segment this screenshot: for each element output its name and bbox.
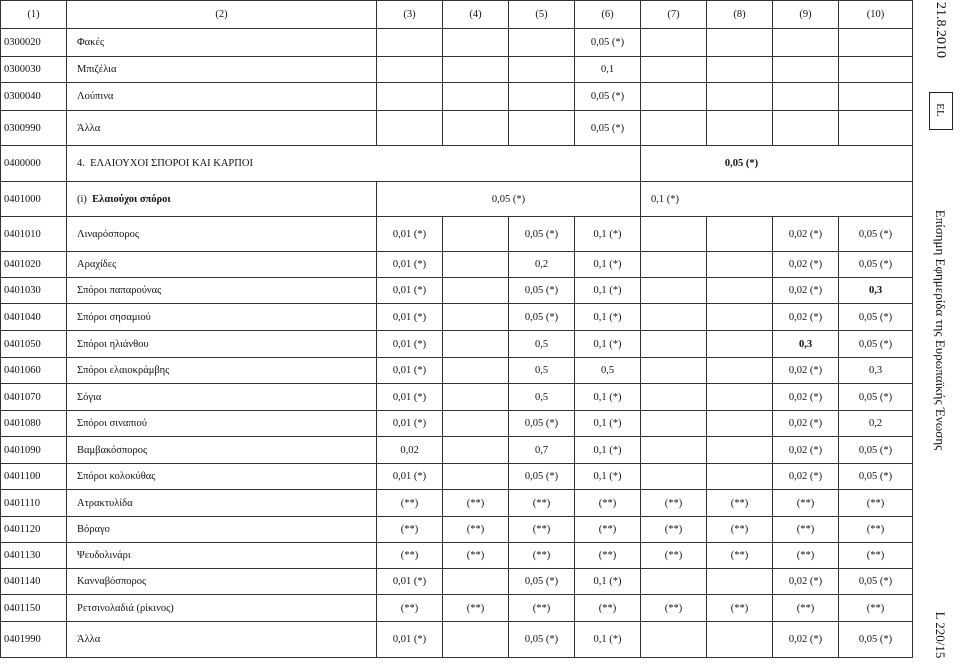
mrl-value <box>509 29 575 57</box>
mrl-value: (**) <box>377 595 443 622</box>
mrl-value <box>377 83 443 111</box>
product-code: 0300020 <box>1 29 67 57</box>
table-row <box>1 384 913 411</box>
mrl-value <box>707 331 773 358</box>
mrl-value: 0,1 <box>575 57 641 83</box>
table-row <box>1 437 913 464</box>
product-code: 0401070 <box>1 384 67 411</box>
table-row <box>1 217 913 252</box>
mrl-value <box>641 304 707 331</box>
mrl-value <box>641 278 707 304</box>
mrl-value: 0,01 (*) <box>377 384 443 411</box>
table-row <box>1 57 913 83</box>
mrl-value <box>509 83 575 111</box>
mrl-value: 0,01 (*) <box>377 622 443 658</box>
mrl-value: 0,1 (*) <box>575 437 641 464</box>
product-code: 0401100 <box>1 464 67 490</box>
product-code: 0401080 <box>1 411 67 437</box>
mrl-value <box>641 217 707 252</box>
mrl-value <box>707 622 773 658</box>
mrl-value: 0,02 (*) <box>773 278 839 304</box>
mrl-value: (**) <box>641 517 707 543</box>
mrl-value <box>641 57 707 83</box>
mrl-value: 0,05 (*) <box>839 622 913 658</box>
mrl-value: 0,1 (*) <box>575 569 641 595</box>
column-header: (1) <box>1 1 67 29</box>
product-name: Σπόροι σιναπιού <box>67 411 377 437</box>
mrl-value: 0,01 (*) <box>377 569 443 595</box>
mrl-value <box>443 411 509 437</box>
product-name: Άλλα <box>67 111 377 146</box>
product-name: Σπόροι ηλιάνθου <box>67 331 377 358</box>
mrl-value <box>707 252 773 278</box>
product-code: 0401020 <box>1 252 67 278</box>
mrl-value <box>641 569 707 595</box>
table-row <box>1 595 913 622</box>
mrl-value: (**) <box>707 517 773 543</box>
mrl-value: (**) <box>575 517 641 543</box>
table-row <box>1 490 913 517</box>
column-header: (5) <box>509 1 575 29</box>
mrl-value: (**) <box>641 490 707 517</box>
mrl-value: (**) <box>575 543 641 569</box>
product-name: Βαμβακόσπορος <box>67 437 377 464</box>
table-row <box>1 252 913 278</box>
mrl-value: (**) <box>839 595 913 622</box>
section-title: ΕΛΑΙΟΥΧΟΙ ΣΠΟΡΟΙ ΚΑΙ ΚΑΡΠΟΙ <box>90 158 253 169</box>
table-row <box>1 517 913 543</box>
product-name: Άλλα <box>67 622 377 658</box>
group-value-left: 0,05 (*) <box>377 182 641 217</box>
table-row <box>1 543 913 569</box>
product-code: 0300990 <box>1 111 67 146</box>
mrl-value: 0,05 (*) <box>839 331 913 358</box>
mrl-value <box>707 437 773 464</box>
product-code: 0401030 <box>1 278 67 304</box>
mrl-value: (**) <box>509 543 575 569</box>
mrl-value: 0,3 <box>839 358 913 384</box>
mrl-value: (**) <box>839 517 913 543</box>
mrl-value <box>443 331 509 358</box>
mrl-value: (**) <box>443 595 509 622</box>
mrl-value: 0,02 (*) <box>773 252 839 278</box>
mrl-value <box>707 411 773 437</box>
mrl-value: (**) <box>443 543 509 569</box>
mrl-value: 0,1 (*) <box>575 384 641 411</box>
mrl-value: 0,1 (*) <box>575 464 641 490</box>
product-name: Βόραγο <box>67 517 377 543</box>
mrl-value <box>773 57 839 83</box>
product-code: 0400000 <box>1 146 67 182</box>
group-name <box>67 182 377 217</box>
mrl-value: 0,01 (*) <box>377 217 443 252</box>
section-name <box>67 146 641 182</box>
mrl-value <box>707 278 773 304</box>
table-row <box>1 146 913 182</box>
mrl-value <box>509 111 575 146</box>
product-code: 0401050 <box>1 331 67 358</box>
mrl-value: 0,3 <box>773 331 839 358</box>
mrl-value <box>707 29 773 57</box>
mrl-value: (**) <box>773 490 839 517</box>
table-header-row <box>1 1 913 29</box>
product-name: Ρετσινολαδιά (ρίκινος) <box>67 595 377 622</box>
mrl-value <box>377 111 443 146</box>
product-name: Σπόροι κολοκύθας <box>67 464 377 490</box>
mrl-value: 0,2 <box>509 252 575 278</box>
table-row <box>1 331 913 358</box>
column-header: (10) <box>839 1 913 29</box>
mrl-value: 0,02 (*) <box>773 622 839 658</box>
mrl-value: (**) <box>773 543 839 569</box>
product-name: Σπόροι ελαιοκράμβης <box>67 358 377 384</box>
product-code: 0300040 <box>1 83 67 111</box>
mrl-value: 0,05 (*) <box>509 278 575 304</box>
mrl-value: 0,01 (*) <box>377 358 443 384</box>
mrl-value: (**) <box>509 490 575 517</box>
mrl-value: (**) <box>443 490 509 517</box>
mrl-value <box>443 358 509 384</box>
product-code: 0401130 <box>1 543 67 569</box>
mrl-value <box>377 57 443 83</box>
product-name: Λιναρόσπορος <box>67 217 377 252</box>
mrl-value: 0,3 <box>839 278 913 304</box>
column-header: (7) <box>641 1 707 29</box>
product-name: Σπόροι παπαρούνας <box>67 278 377 304</box>
mrl-value <box>443 437 509 464</box>
mrl-value: 0,01 (*) <box>377 278 443 304</box>
mrl-value: 0,5 <box>509 358 575 384</box>
product-name: Σόγια <box>67 384 377 411</box>
product-name: Κανναβόσπορος <box>67 569 377 595</box>
product-code: 0401060 <box>1 358 67 384</box>
mrl-value <box>707 217 773 252</box>
mrl-value <box>773 111 839 146</box>
mrl-value: 0,02 (*) <box>773 411 839 437</box>
journal-title: Επίσημη Εφημερίδα της Ευρωπαϊκής Ένωσης <box>933 209 948 451</box>
mrl-value <box>641 622 707 658</box>
mrl-value: 0,05 (*) <box>839 252 913 278</box>
mrl-value: 0,1 (*) <box>575 622 641 658</box>
section-value: 0,05 (*) <box>641 146 913 182</box>
mrl-value: (**) <box>377 517 443 543</box>
mrl-value: 0,02 (*) <box>773 384 839 411</box>
mrl-value: 0,2 <box>839 411 913 437</box>
mrl-value: 0,05 (*) <box>575 83 641 111</box>
mrl-value <box>509 57 575 83</box>
mrl-value: 0,1 (*) <box>575 331 641 358</box>
mrl-value <box>839 111 913 146</box>
mrl-value <box>839 57 913 83</box>
mrl-value <box>641 384 707 411</box>
mrl-value: (**) <box>707 543 773 569</box>
table-row <box>1 182 913 217</box>
mrl-value <box>773 29 839 57</box>
mrl-value <box>839 83 913 111</box>
product-name: Σπόροι σησαμιού <box>67 304 377 331</box>
mrl-value <box>707 569 773 595</box>
product-code: 0401040 <box>1 304 67 331</box>
mrl-value <box>641 331 707 358</box>
column-header: (3) <box>377 1 443 29</box>
mrl-value: 0,05 (*) <box>839 384 913 411</box>
mrl-value <box>443 252 509 278</box>
mrl-value: 0,1 (*) <box>575 252 641 278</box>
mrl-value <box>707 111 773 146</box>
mrl-value: 0,5 <box>509 384 575 411</box>
mrl-value <box>443 569 509 595</box>
mrl-value: 0,01 (*) <box>377 331 443 358</box>
mrl-value <box>443 111 509 146</box>
product-code: 0401120 <box>1 517 67 543</box>
product-code: 0401010 <box>1 217 67 252</box>
product-name: Αραχίδες <box>67 252 377 278</box>
column-header: (4) <box>443 1 509 29</box>
mrl-value <box>641 252 707 278</box>
mrl-value: (**) <box>773 595 839 622</box>
mrl-value: (**) <box>707 595 773 622</box>
table-row <box>1 304 913 331</box>
mrl-value: 0,02 <box>377 437 443 464</box>
group-title: Ελαιούχοι σπόροι <box>92 193 171 205</box>
column-header: (2) <box>67 1 377 29</box>
mrl-value <box>707 57 773 83</box>
table-row <box>1 29 913 57</box>
table-body <box>1 29 913 658</box>
mrl-value: 0,05 (*) <box>839 569 913 595</box>
table-row <box>1 111 913 146</box>
mrl-value: (**) <box>707 490 773 517</box>
mrl-value: 0,05 (*) <box>509 217 575 252</box>
mrl-value: 0,05 (*) <box>839 217 913 252</box>
language-code: EL <box>934 103 946 117</box>
mrl-value: (**) <box>509 517 575 543</box>
mrl-value: 0,01 (*) <box>377 252 443 278</box>
product-name: Λούπινα <box>67 83 377 111</box>
mrl-value <box>443 217 509 252</box>
mrl-value: (**) <box>377 543 443 569</box>
mrl-value <box>641 437 707 464</box>
product-code: 0401110 <box>1 490 67 517</box>
mrl-value: 0,05 (*) <box>509 622 575 658</box>
mrl-value: 0,1 (*) <box>575 217 641 252</box>
mrl-value: 0,05 (*) <box>509 569 575 595</box>
table-row <box>1 622 913 658</box>
mrl-value <box>641 464 707 490</box>
mrl-value: (**) <box>377 490 443 517</box>
mrl-value <box>443 384 509 411</box>
product-code: 0401990 <box>1 622 67 658</box>
mrl-value <box>641 83 707 111</box>
product-name: Ψευδολινάρι <box>67 543 377 569</box>
mrl-value: 0,05 (*) <box>509 464 575 490</box>
mrl-value <box>641 358 707 384</box>
mrl-value <box>641 111 707 146</box>
product-code: 0401140 <box>1 569 67 595</box>
product-code: 0401000 <box>1 182 67 217</box>
mrl-value: (**) <box>773 517 839 543</box>
mrl-value: 0,05 (*) <box>839 464 913 490</box>
mrl-value: 0,01 (*) <box>377 304 443 331</box>
mrl-value <box>839 29 913 57</box>
table-row <box>1 569 913 595</box>
mrl-value: 0,1 (*) <box>575 278 641 304</box>
mrl-value: 0,5 <box>575 358 641 384</box>
product-name: Φακές <box>67 29 377 57</box>
mrl-value <box>641 411 707 437</box>
table-row <box>1 464 913 490</box>
mrl-value <box>443 29 509 57</box>
column-header: (9) <box>773 1 839 29</box>
mrl-value: (**) <box>839 490 913 517</box>
mrl-value: 0,01 (*) <box>377 411 443 437</box>
mrl-value <box>707 464 773 490</box>
mrl-value <box>443 464 509 490</box>
column-header: (6) <box>575 1 641 29</box>
mrl-value: 0,02 (*) <box>773 437 839 464</box>
mrl-value: 0,05 (*) <box>839 437 913 464</box>
mrl-value: 0,02 (*) <box>773 358 839 384</box>
mrl-value: 0,05 (*) <box>839 304 913 331</box>
mrl-value: 0,5 <box>509 331 575 358</box>
mrl-value <box>377 29 443 57</box>
table-row <box>1 83 913 111</box>
publication-date: 21.8.2010 <box>933 2 948 58</box>
table-row <box>1 358 913 384</box>
mrl-value: 0,05 (*) <box>509 304 575 331</box>
mrl-value: 0,05 (*) <box>509 411 575 437</box>
section-number: 4. <box>77 158 85 169</box>
mrl-value <box>707 384 773 411</box>
mrl-value: 0,01 (*) <box>377 464 443 490</box>
table-row <box>1 411 913 437</box>
mrl-value: 0,05 (*) <box>575 111 641 146</box>
mrl-value <box>707 83 773 111</box>
mrl-value: (**) <box>443 517 509 543</box>
page-reference: L 220/15 <box>933 611 948 659</box>
mrl-value: 0,02 (*) <box>773 217 839 252</box>
product-code: 0300030 <box>1 57 67 83</box>
mrl-value: (**) <box>641 595 707 622</box>
mrl-value: 0,1 (*) <box>575 411 641 437</box>
mrl-value: (**) <box>839 543 913 569</box>
mrl-value <box>641 29 707 57</box>
table-row <box>1 278 913 304</box>
mrl-value <box>443 278 509 304</box>
product-code: 0401090 <box>1 437 67 464</box>
mrl-value <box>773 83 839 111</box>
mrl-value: (**) <box>575 490 641 517</box>
mrl-value: 0,7 <box>509 437 575 464</box>
mrl-value: (**) <box>575 595 641 622</box>
mrl-value: 0,1 (*) <box>575 304 641 331</box>
mrl-value: (**) <box>641 543 707 569</box>
group-number: (i) <box>77 193 87 205</box>
product-code: 0401150 <box>1 595 67 622</box>
mrl-value: (**) <box>509 595 575 622</box>
mrl-value <box>443 622 509 658</box>
group-value-right: 0,1 (*) <box>641 182 913 217</box>
mrl-value: 0,02 (*) <box>773 304 839 331</box>
mrl-value <box>443 57 509 83</box>
mrl-value: 0,02 (*) <box>773 569 839 595</box>
mrl-value <box>707 358 773 384</box>
mrl-value <box>443 83 509 111</box>
product-name: Ατρακτυλίδα <box>67 490 377 517</box>
product-name: Μπιζέλια <box>67 57 377 83</box>
column-header: (8) <box>707 1 773 29</box>
mrl-value: 0,02 (*) <box>773 464 839 490</box>
mrl-value: 0,05 (*) <box>575 29 641 57</box>
mrl-value <box>443 304 509 331</box>
mrl-value <box>707 304 773 331</box>
